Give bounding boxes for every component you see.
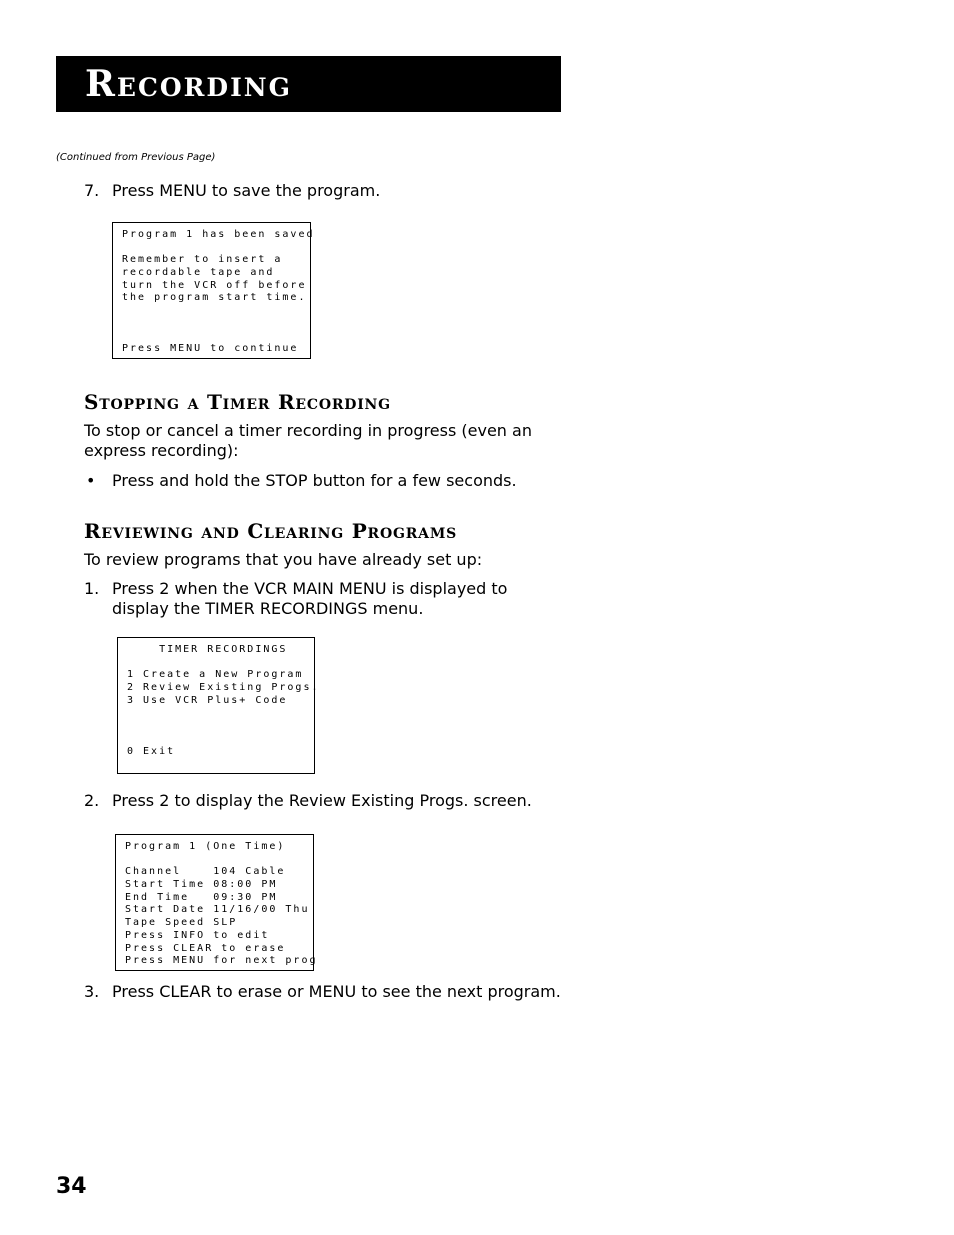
step-7-text: Press MENU to save the program. [112, 181, 381, 200]
section-banner [56, 56, 561, 112]
step-1-line-2: display the TIMER RECORDINGS menu. [112, 599, 424, 618]
screen-line: 3 Use VCR Plus+ Code [127, 694, 288, 706]
screen-line: 1 Create a New Program [127, 669, 304, 681]
screen-timer-recordings-menu [117, 637, 320, 774]
screen-line: Start Date 11/16/00 Thu [125, 904, 310, 916]
section-title: Recording [85, 63, 292, 105]
screen-line [127, 707, 314, 720]
page-number: 34 [56, 1174, 87, 1199]
heading-reviewing-clearing-programs: Reviewing and Clearing Programs [84, 519, 458, 543]
screen-line: Press MENU for next prog [125, 955, 318, 967]
screen-line: 2 Review Existing Progs. [127, 682, 320, 694]
screen-line [127, 733, 314, 746]
step-7-number: 7. [84, 181, 100, 200]
screen-line [122, 318, 310, 331]
step-1-line-1: Press 2 when the VCR MAIN MENU is displayed to [112, 579, 508, 598]
screen-line [127, 720, 314, 733]
screen-line: Press CLEAR to erase [125, 942, 286, 954]
screen-line: Press INFO to edit [125, 929, 270, 941]
screen-program-saved [112, 222, 315, 359]
screen-line: Start Time 08:00 PM [125, 879, 278, 891]
screen-line: Program 1 (One Time) [125, 841, 286, 852]
stop-intro-line-2: express recording): [84, 441, 239, 460]
step-2-number: 2. [84, 791, 100, 810]
screen-line: Program 1 has been saved [122, 229, 315, 240]
continued-note: (Continued from Previous Page) [56, 152, 216, 163]
heading-stopping-timer-recording: Stopping a Timer Recording [84, 390, 391, 414]
stop-bullet-text: Press and hold the STOP button for a few seconds. [112, 471, 517, 490]
screen-review-existing-progs [115, 834, 318, 971]
screen-line [122, 331, 310, 344]
screen-line: End Time 09:30 PM [125, 891, 278, 903]
screen-line: turn the VCR off before [122, 279, 307, 291]
step-1-number: 1. [84, 579, 100, 598]
step-3-text: Press CLEAR to erase or MENU to see the next program. [112, 982, 561, 1001]
screen-line [127, 657, 314, 670]
screen-line: 0 Exit [127, 745, 176, 757]
stop-intro-line-1: To stop or cancel a timer recording in progress (even an [84, 421, 532, 440]
screen-line [122, 242, 310, 255]
screen-line: recordable tape and [122, 267, 275, 279]
screen-line: the program start time. [122, 292, 307, 304]
screen-line: Channel 104 Cable [125, 866, 286, 878]
screen-line: Remember to insert a [122, 254, 283, 266]
review-intro: To review programs that you have already set up: [84, 550, 483, 569]
step-3-number: 3. [84, 982, 100, 1001]
screen-line: Tape Speed SLP [125, 917, 238, 929]
bullet-icon: • [86, 471, 96, 490]
screen-line [122, 305, 310, 318]
screen-line [125, 854, 313, 867]
step-2-text: Press 2 to display the Review Existing Progs. screen. [112, 791, 532, 810]
screen-line: TIMER RECORDINGS [127, 644, 288, 655]
screen-line: Press MENU to continue [122, 343, 299, 355]
